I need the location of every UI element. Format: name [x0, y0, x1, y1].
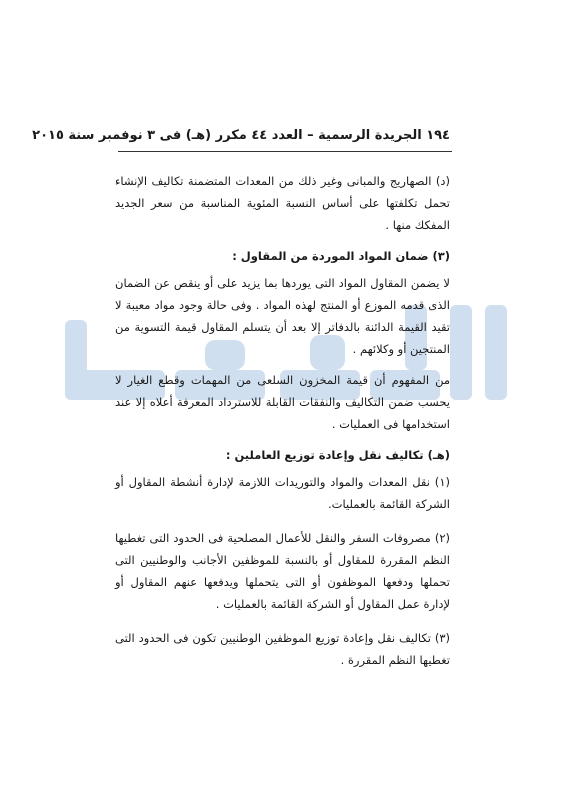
list-item-2: (٢) مصروفات السفر والنقل للأعمال المصلحية فى الحدود التى تغطيها النظم المقررة للمقاول أو بالنسبة للموظفين الأجانب والوطنيين التى تحملها ودفعها الموظفون أو التى يتحملها ويدفعها عنهم المقاول أو لإدارة عمل المقاول أو الشركة القائمة بالعمليات .	[115, 531, 450, 611]
paragraph-inventory: من المفهوم أن قيمة المخزون السلعى من المهمات وقطع الغيار لا يحسب ضمن التكاليف والنفقات القابلة للاسترداد المعرفة أعلاه إلا عند استخدامها فى العمليات .	[115, 373, 450, 431]
paragraph-item-d: (د) الصهاريج والمبانى وغير ذلك من المعدات المتضمنة تكاليف الإنشاء تحمل تكلفتها على أساس النسبة المئوية المناسبة من سعر الجديد المفكك منها .	[115, 174, 450, 232]
list-item-3: (٣) تكاليف نقل وإعادة توزيع الموظفين الوطنيين تكون فى الحدود التى تغطيها النظم المقررة .	[115, 631, 450, 667]
section-heading-warranty: (٣) ضمان المواد الموردة من المقاول :	[232, 249, 450, 263]
document-body	[115, 170, 450, 680]
header-divider	[118, 151, 452, 152]
list-item-1: (١) نقل المعدات والمواد والتوريدات اللازمة لإدارة أنشطة المقاول أو الشركة القائمة بالعمليات.	[115, 475, 450, 511]
page-header: ١٩٤ الجريدة الرسمية – العدد ٤٤ مكرر (هـ) فى ٣ نوفمبر سنة ٢٠١٥	[32, 128, 450, 143]
paragraph-warranty: لا يضمن المقاول المواد التى يوردها بما يزيد على أو ينقص عن الضمان الذى قدمه الموزع أو المنتج لهذه المواد . وفى حالة وجود مواد معيبة لا تقيد القيمة الدائنة بالدفاتر إلا بعد أن يتسلم المقاول قيمة التسوية من المنتجين أو وكلائهم .	[115, 276, 450, 356]
section-heading-transfer: (هـ) تكاليف نقل وإعادة توزيع العاملين :	[225, 448, 450, 462]
